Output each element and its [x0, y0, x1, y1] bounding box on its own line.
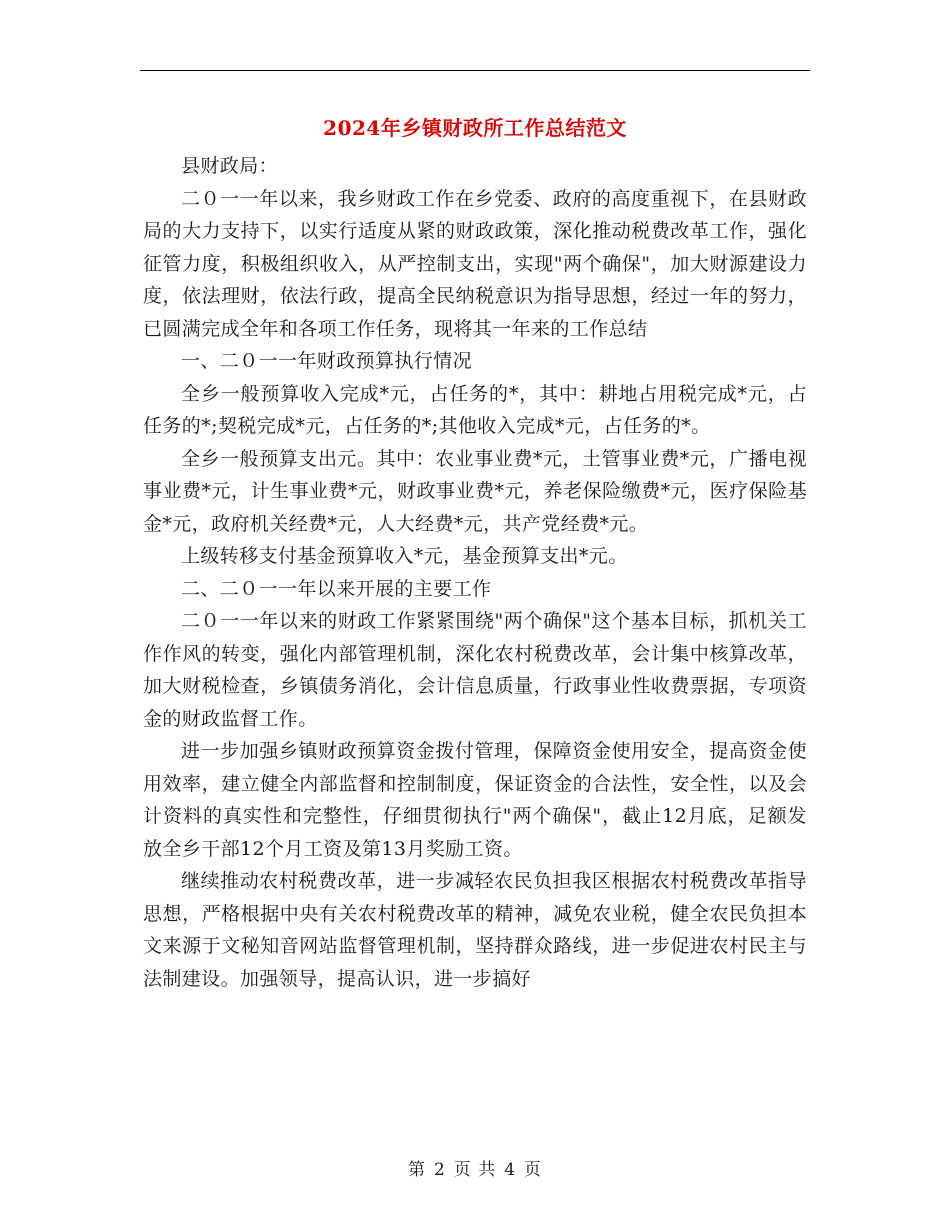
- footer-middle: 页 共: [453, 1160, 497, 1180]
- page-number: 2: [433, 1160, 446, 1180]
- page-footer: [0, 1155, 950, 1180]
- paragraph: 全乡一般预算收入完成*元，占任务的*，其中：耕地占用税完成*元，占任务的*;契税完成*元，占任务的*;其他收入完成*元，占任务的*。: [143, 382, 807, 437]
- page-total: 4: [504, 1160, 517, 1180]
- footer-prefix: 第: [407, 1160, 426, 1180]
- document-title: 2024年乡镇财政所工作总结范文: [323, 116, 627, 140]
- section-heading: 一、二０一一年财政预算执行情况: [181, 350, 473, 372]
- paragraph: 继续推动农村税费改革，进一步减轻农民负担我区根据农村税费改革指导思想，严格根据中央有关农村税费改革的精神，减免农业税，健全农民负担本文来源于文秘知音网站监督管理机制，坚持群众路线，进一步促进农村民主与法制建设。加强领导，提高认识，进一步搞好: [143, 870, 807, 990]
- header-rule: [140, 70, 810, 71]
- paragraph: 二０一一年以来的财政工作紧紧围绕"两个确保"这个基本目标，抓机关工作作风的转变，强化内部管理机制，深化农村税费改革，会计集中核算改革，加大财税检查，乡镇债务消化，会计信息质量，行政事业性收费票据，专项资金的财政监督工作。: [143, 610, 807, 730]
- salutation: 县财政局：: [181, 155, 279, 177]
- paragraph: 全乡一般预算支出元。其中：农业事业费*元，土管事业费*元，广播电视事业费*元，计生事业费*元，财政事业费*元，养老保险缴费*元，医疗保险基金*元，政府机关经费*元，人大经费*元，共产党经费*元。: [143, 447, 807, 535]
- paragraph: 上级转移支付基金预算收入*元，基金预算支出*元。: [181, 545, 628, 567]
- footer-suffix: 页: [524, 1160, 543, 1180]
- paragraph: 二０一一年以来，我乡财政工作在乡党委、政府的高度重视下，在县财政局的大力支持下，以实行适度从紧的财政政策，深化推动税费改革工作，强化征管力度，积极组织收入，从严控制支出，实现"两个确保"，加大财源建设力度，依法理财，依法行政，提高全民纳税意识为指导思想，经过一年的努力，已圆满完成全年和各项工作任务，现将其一年来的工作总结: [143, 187, 807, 340]
- section-heading: 二、二０一一年以来开展的主要工作: [181, 577, 492, 600]
- document-body: [143, 150, 807, 995]
- paragraph: 进一步加强乡镇财政预算资金拨付管理，保障资金使用安全，提高资金使用效率，建立健全内部监督和控制制度，保证资金的合法性，安全性，以及会计资料的真实性和完整性，仔细贯彻执行"两个确保"，截止12月底，足额发放全乡干部12个月工资及第13月奖励工资。: [143, 740, 807, 860]
